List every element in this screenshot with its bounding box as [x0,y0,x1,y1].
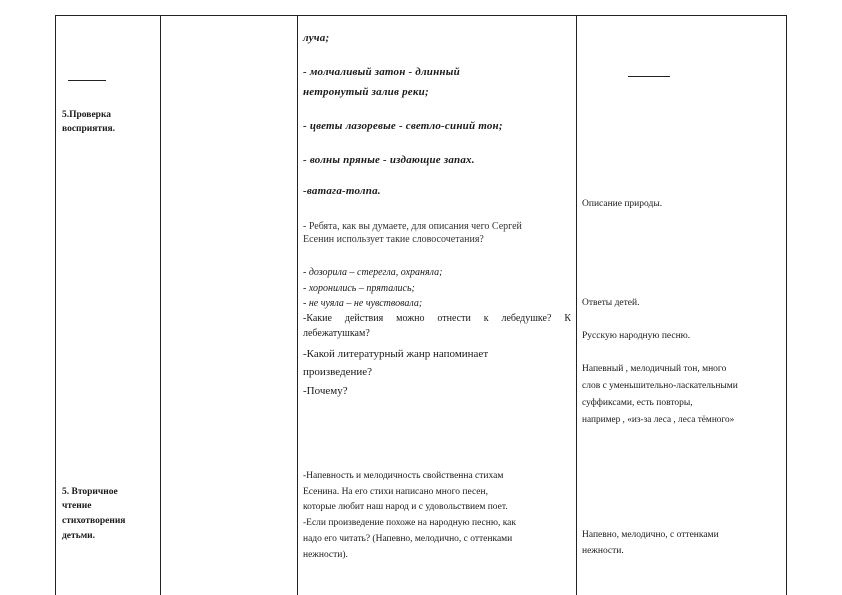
table-border-right [786,15,787,595]
question-3-line-2: произведение? [303,366,373,378]
child-answer-2: Ответы детей. [582,298,640,308]
table-border-col1 [160,15,161,595]
vocab-line-4: - цветы лазоревые - светло-синий тон; [303,120,503,132]
stage-check-line-1: 5.Проверка [62,110,112,120]
reading-note-4: -Если произведение похоже на народную песню, как [303,518,516,528]
stage-reread-line-1: 5. Вторичное [62,487,118,497]
vocab-line-6: -ватага-толпа. [303,185,381,197]
child-answer-5-line-1: Напевно, мелодично, с оттенками [582,530,719,540]
vocab-line-3: нетронутый залив реки; [303,86,429,98]
row-divider-stub-left [68,80,106,81]
stage-reread-line-2: чтение [62,501,92,511]
child-answer-4-line-4: например , «из-за леса , леса тёмного» [582,415,735,425]
child-answer-4-line-1: Напевный , мелодичный тон, много [582,364,727,374]
stage-check-line-2: восприятия. [62,124,116,134]
child-answer-4-line-2: слов с уменьшительно-ласкательными [582,381,738,391]
question-3-line-1: -Какой литературный жанр напоминает [303,348,489,360]
stage-reread-line-4: детьми. [62,531,96,541]
child-answer-3: Русскую народную песню. [582,331,691,341]
vocab-line-1: луча; [303,32,330,44]
reading-note-1: -Напевность и мелодичность свойственна стихам [303,471,504,481]
question-2-line-1: -Какие действия можно отнести к лебедушке? К [303,313,571,324]
reading-note-2: Есенина. На его стихи написано много песен, [303,487,488,497]
table-border-col2 [297,15,298,595]
vocab-line-2: - молчаливый затон - длинный [303,66,460,78]
vocab-italic-1: - дозорила – стерегла, охраняла; [303,267,443,278]
table-border-col3 [576,15,577,595]
child-answer-5-line-2: нежности. [582,546,624,556]
child-answer-1: Описание природы. [582,199,663,209]
table-border-top [55,15,787,16]
vocab-line-5: - волны пряные - издающие запах. [303,154,475,166]
stage-reread-line-3: стихотворения [62,516,126,526]
reading-note-5: надо его читать? (Напевно, мелодично, с оттенками [303,534,513,544]
child-answer-4-line-3: суффиксами, есть повторы, [582,398,693,408]
row-divider-stub-right [628,76,670,77]
question-4: -Почему? [303,385,348,397]
reading-note-3: которые любит наш народ и с удовольствием поет. [303,502,508,512]
question-1-line-1: - Ребята, как вы думаете, для описания чего Сергей [303,221,522,232]
question-1-line-2: Есенин использует такие словосочетания? [303,234,484,245]
table-border-left [55,15,56,595]
question-2-line-2: лебежатушкам? [303,328,370,339]
reading-note-6: нежности). [303,550,348,560]
vocab-italic-2: - хоронились – прятались; [303,283,415,294]
vocab-italic-3: - не чуяла – не чувствовала; [303,298,423,309]
